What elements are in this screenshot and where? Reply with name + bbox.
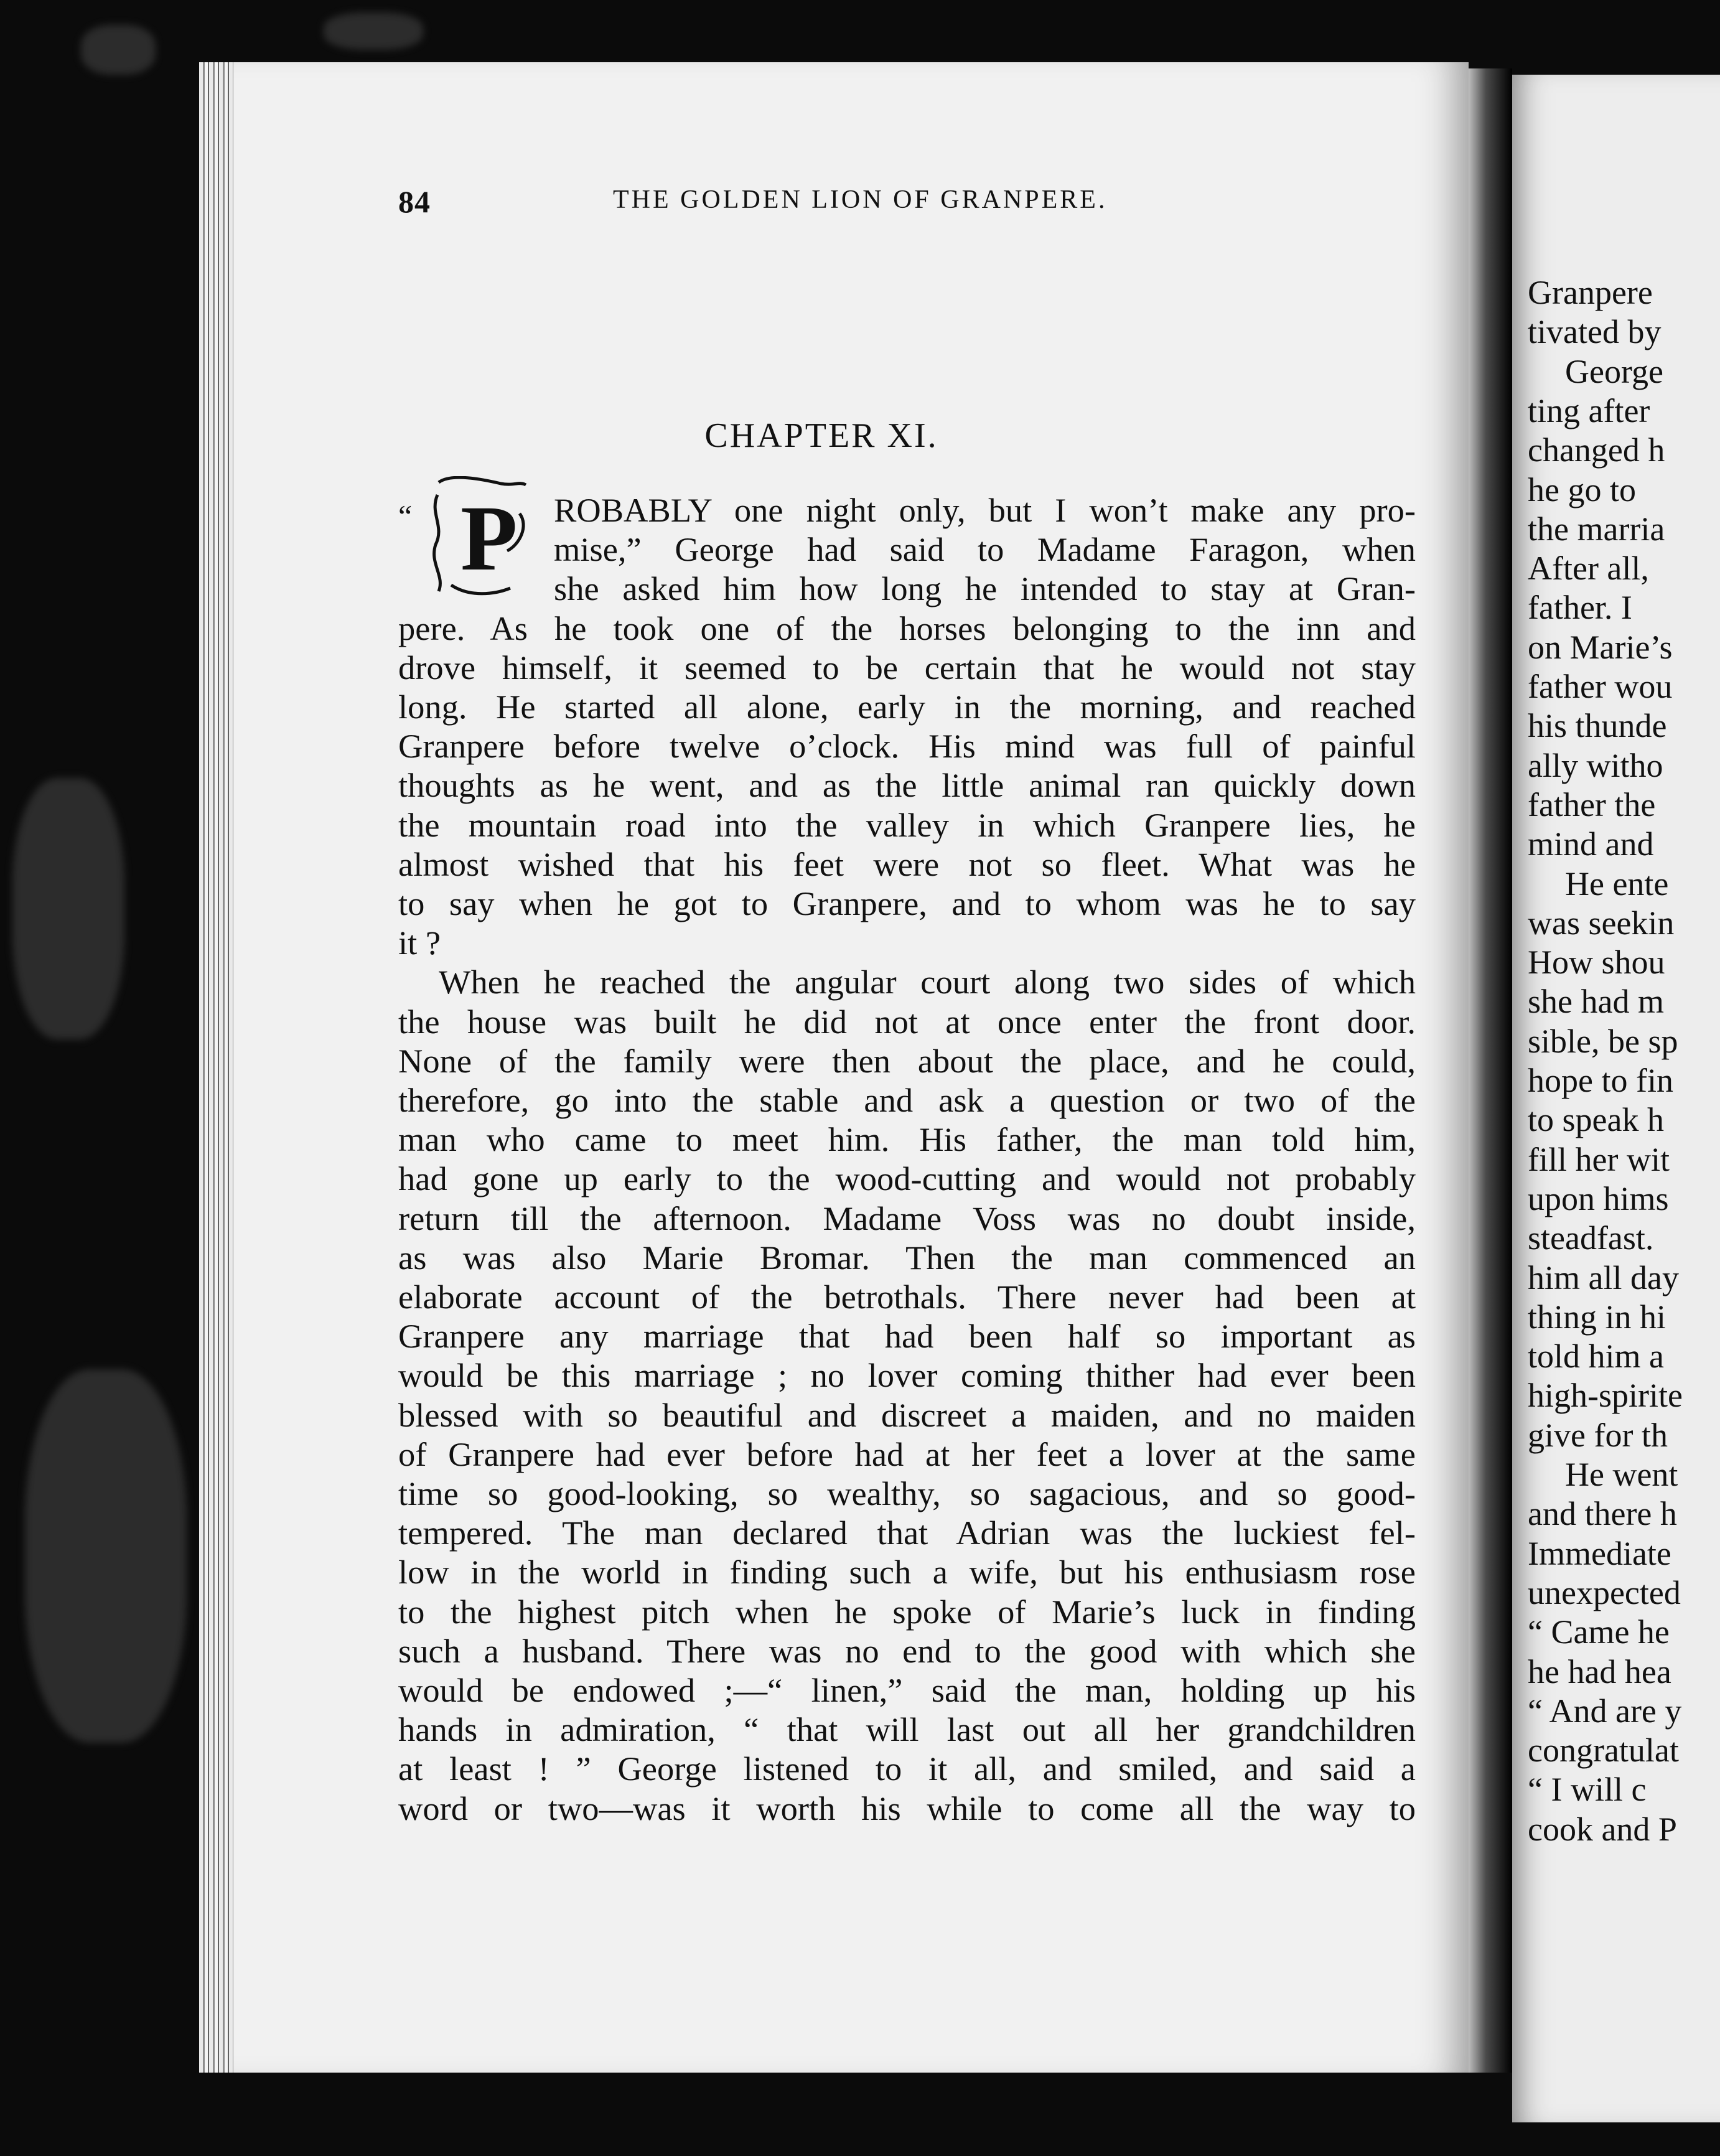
text-line: the house was built he did not at once enter the front door. xyxy=(398,1002,1416,1041)
text-line: as was also Marie Bromar. Then the man commenced an xyxy=(398,1238,1416,1277)
text-line: would be endowed ;—“ linen,” said the man, holding up his xyxy=(398,1671,1416,1709)
svg-text:P: P xyxy=(460,487,518,590)
text-line: pere. As he took one of the horses belonging to the inn and xyxy=(398,609,1416,647)
text-line: to say when he got to Granpere, and to whom was he to say xyxy=(398,884,1416,922)
text-line: steadfast. xyxy=(1528,1219,1654,1257)
text-line: him all day xyxy=(1528,1258,1679,1296)
text-line: his thunde xyxy=(1528,707,1667,745)
text-line: such a husband. There was no end to the good with which she xyxy=(398,1631,1416,1670)
opening-quote: “ xyxy=(398,499,413,533)
text-line: thoughts as he went, and as the little animal ran quickly down xyxy=(398,766,1416,805)
text-line: to speak h xyxy=(1528,1101,1664,1139)
text-line: mise,” George had said to Madame Faragon, when xyxy=(554,530,1416,569)
text-line: the mountain road into the valley in which Granpere lies, he xyxy=(398,805,1416,844)
background-speck xyxy=(25,1369,187,1743)
text-line: tivated by xyxy=(1528,313,1662,351)
text-line: she asked him how long he intended to stay at Gran- xyxy=(554,569,1416,608)
text-line: had gone up early to the wood-cutting and would not probably xyxy=(398,1160,1416,1198)
text-line: she had m xyxy=(1528,983,1664,1021)
text-line: told him a xyxy=(1528,1338,1664,1376)
page-number: 84 xyxy=(398,184,431,219)
text-line: he go to xyxy=(1528,471,1636,509)
text-line: cook and P xyxy=(1528,1810,1677,1848)
text-line: would be this marriage ; no lover coming thither had ever been xyxy=(398,1356,1416,1395)
text-line: “ Came he xyxy=(1528,1613,1670,1651)
background-speck xyxy=(81,25,156,75)
text-line: he had hea xyxy=(1528,1652,1671,1690)
text-line: hope to fin xyxy=(1528,1062,1673,1099)
text-line: When he reached the angular court along two sides of which xyxy=(439,963,1416,1001)
text-line: He ente xyxy=(1565,865,1669,902)
text-line: almost wished that his feet were not so fleet. What was he xyxy=(398,845,1416,883)
text-line: thing in hi xyxy=(1528,1298,1666,1336)
text-line: low in the world in finding such a wife, but his enthusiasm rose xyxy=(398,1553,1416,1591)
text-line: fill her wit xyxy=(1528,1140,1670,1178)
text-line: upon hims xyxy=(1528,1179,1669,1217)
text-line: George xyxy=(1565,352,1663,390)
text-line: father wou xyxy=(1528,668,1673,705)
text-line: None of the family were then about the place, and he could, xyxy=(398,1041,1416,1080)
text-line: unexpected xyxy=(1528,1573,1681,1611)
text-line: congratulat xyxy=(1528,1732,1679,1769)
running-title: THE GOLDEN LION OF GRANPERE. xyxy=(613,185,1108,214)
text-line: Immediate xyxy=(1528,1534,1671,1572)
text-line: After all, xyxy=(1528,550,1649,588)
text-line: hands in admiration, “ that will last out all her grandchildren xyxy=(398,1710,1416,1749)
text-line: blessed with so beautiful and discreet a maiden, and no maiden xyxy=(398,1395,1416,1434)
text-line: was seekin xyxy=(1528,904,1675,942)
text-line: to the highest pitch when he spoke of Marie’s luck in finding xyxy=(398,1592,1416,1631)
background-speck xyxy=(324,12,423,50)
text-line: Granpere any marriage that had been half so important as xyxy=(398,1317,1416,1356)
text-line: ally witho xyxy=(1528,746,1663,784)
text-line: How shou xyxy=(1528,944,1665,982)
text-line: ROBABLY one night only, but I won’t make any pro- xyxy=(554,491,1416,529)
text-line: long. He started all alone, early in the morning, and reached xyxy=(398,688,1416,726)
text-line: mind and xyxy=(1528,825,1654,863)
text-line: time so good-looking, so wealthy, so sagacious, and so good- xyxy=(398,1474,1416,1512)
text-line: return till the afternoon. Madame Voss was no doubt inside, xyxy=(398,1199,1416,1237)
right-page-text xyxy=(1528,274,1720,1861)
text-line: father. I xyxy=(1528,589,1632,627)
text-line: Granpere xyxy=(1528,274,1653,311)
ornamental-drop-cap-icon xyxy=(426,476,535,601)
text-line: at least ! ” George listened to it all, and smiled, and said a xyxy=(398,1750,1416,1788)
text-line: ting after xyxy=(1528,391,1650,429)
background-speck xyxy=(12,778,124,1039)
text-line: on Marie’s xyxy=(1528,628,1673,666)
text-line: therefore, go into the stable and ask a question or two of the xyxy=(398,1081,1416,1119)
text-line: of Granpere had ever before had at her feet a lover at the same xyxy=(398,1435,1416,1473)
text-line: the marria xyxy=(1528,510,1665,548)
text-line: “ And are y xyxy=(1528,1692,1682,1730)
text-line: “ I will c xyxy=(1528,1771,1647,1809)
text-line: Granpere before twelve o’clock. His mind was full of painful xyxy=(398,727,1416,766)
text-line: word or two—was it worth his while to come all the way to xyxy=(398,1789,1416,1827)
text-line: changed h xyxy=(1528,431,1665,469)
page-header xyxy=(398,184,1226,221)
book-gutter xyxy=(1469,68,1512,2073)
text-line: and there h xyxy=(1528,1495,1677,1533)
text-line: father the xyxy=(1528,785,1656,823)
text-line: drove himself, it seemed to be certain that he would not stay xyxy=(398,648,1416,687)
text-line: give for th xyxy=(1528,1416,1668,1454)
text-line: man who came to meet him. His father, the man told him, xyxy=(398,1120,1416,1159)
text-line: He went xyxy=(1565,1456,1678,1493)
text-line: sible, be sp xyxy=(1528,1022,1678,1060)
text-line: elaborate account of the betrothals. There never had been at xyxy=(398,1278,1416,1316)
text-line: tempered. The man declared that Adrian was the luckiest fel- xyxy=(398,1514,1416,1552)
text-line: it ? xyxy=(398,924,441,962)
chapter-heading: CHAPTER XI. xyxy=(704,416,938,455)
text-line: high-spirite xyxy=(1528,1377,1683,1415)
